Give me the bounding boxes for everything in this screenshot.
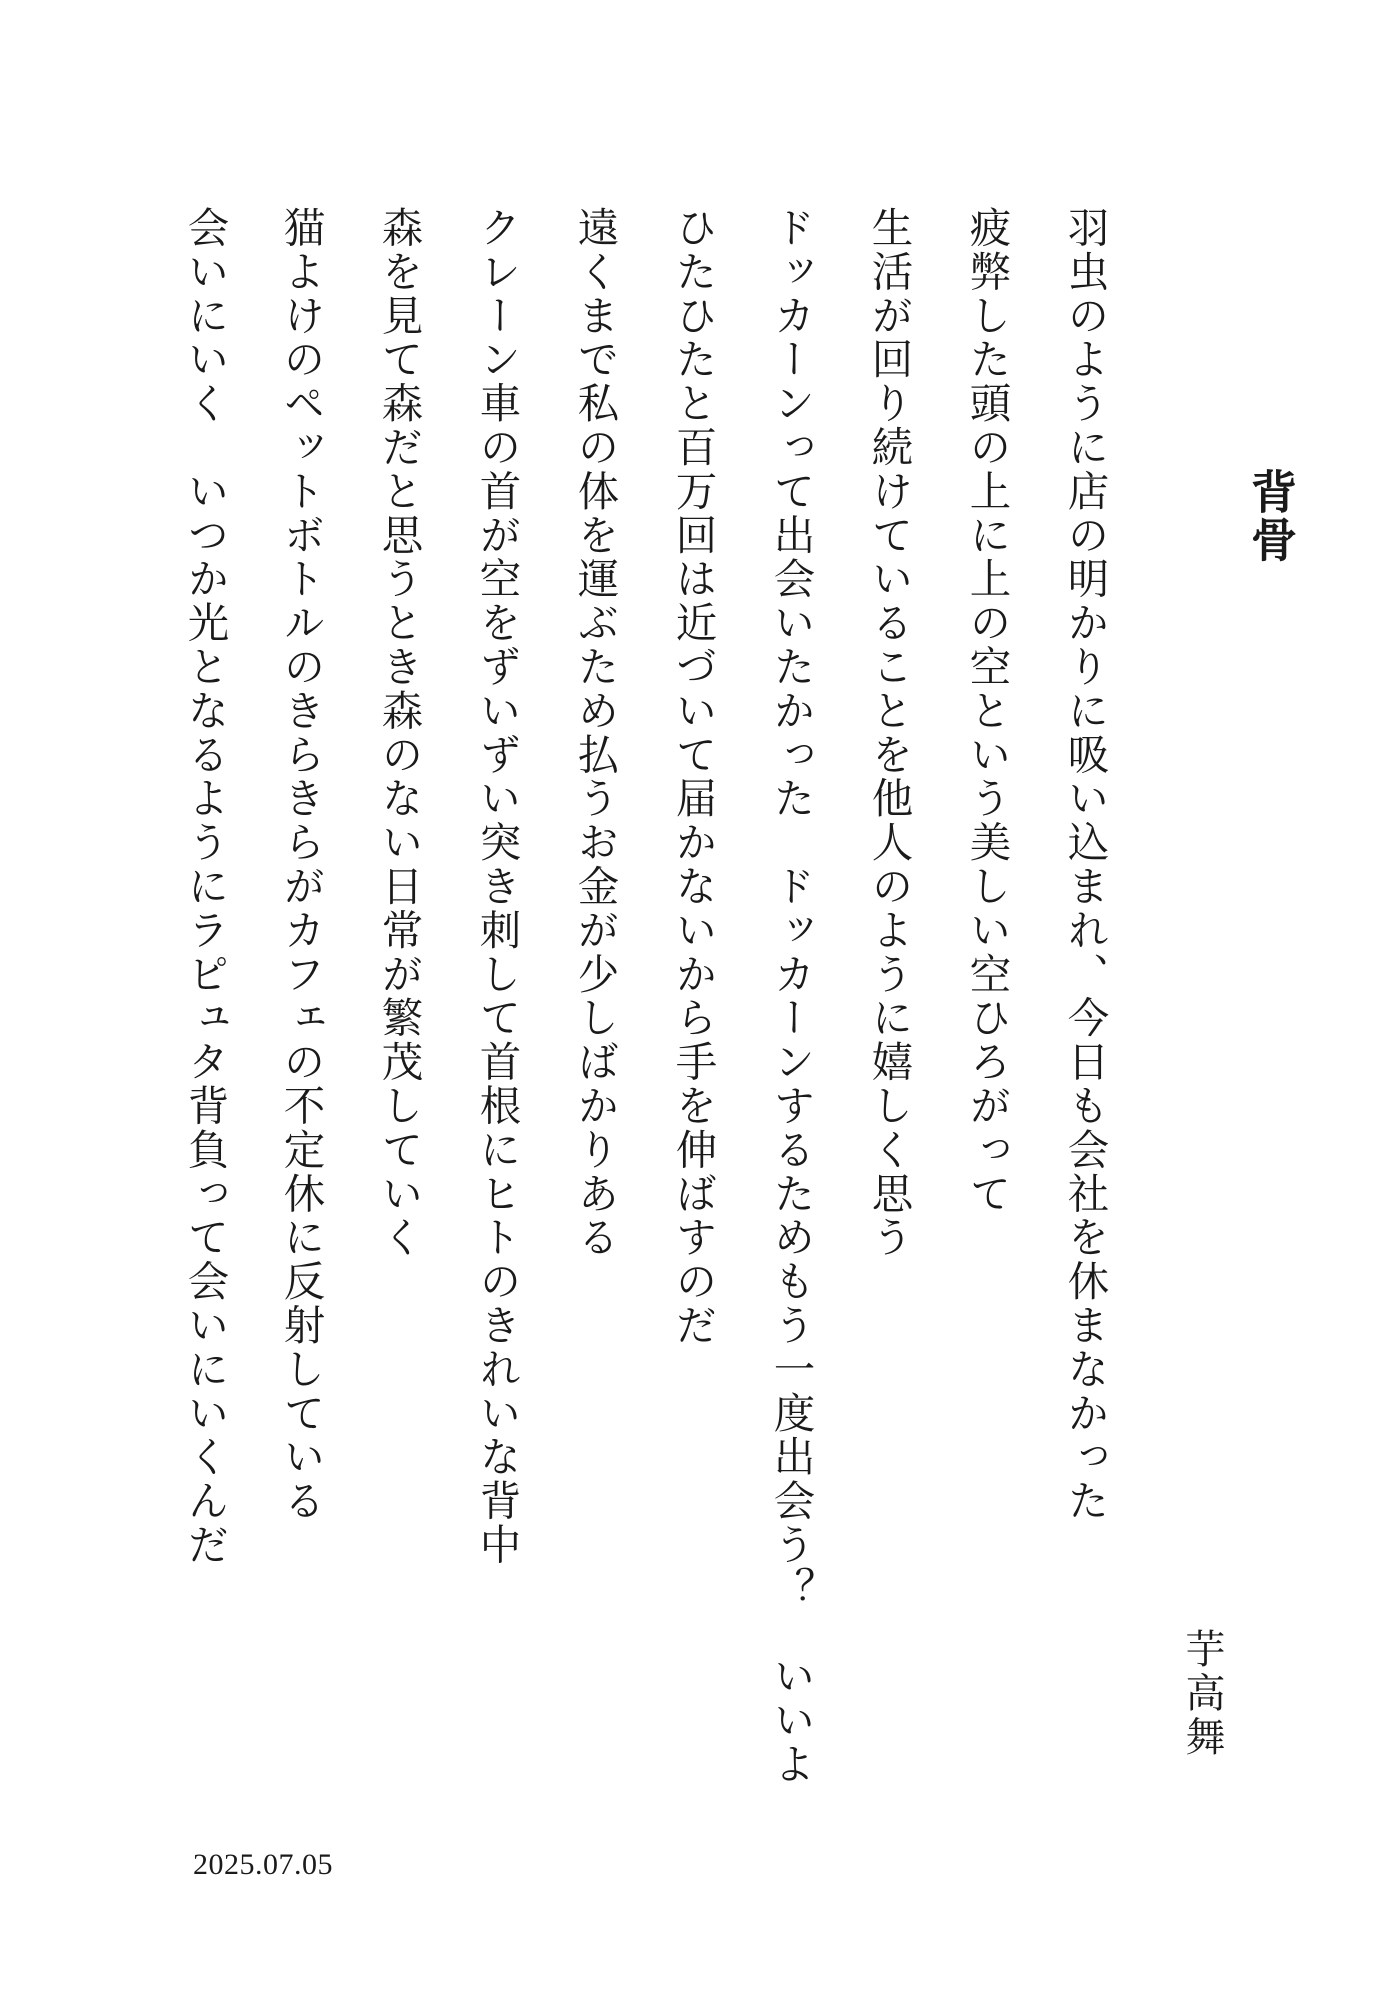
poem-line-9: 猫よけのペットボトルのきらきらがカフェの不定休に反射している bbox=[276, 206, 326, 1523]
poem-title: 背骨 bbox=[1244, 468, 1298, 564]
poem-line-4: ドッカーンって出会いたかった ドッカーンするためもう一度出会う？ いいよ bbox=[766, 206, 816, 1787]
date-stamp: 2025.07.05 bbox=[193, 1848, 333, 1881]
poem-line-10: 会いにいく いつか光となるようにラピュタ背負って会いにいくんだ bbox=[180, 206, 230, 1567]
poem-line-1: 羽虫のように店の明かりに吸い込まれ、今日も会社を休まなかった bbox=[1060, 206, 1110, 1523]
poem-line-7: クレーン車の首が空をずいずい突き刺して首根にヒトのきれいな背中 bbox=[472, 206, 522, 1567]
poem-line-5: ひたひたと百万回は近づいて届かないから手を伸ばすのだ bbox=[668, 206, 718, 1348]
author-name: 芋高舞 bbox=[1179, 1628, 1225, 1760]
poem-line-6: 遠くまで私の体を運ぶため払うお金が少しばかりある bbox=[570, 206, 620, 1260]
poem-line-8: 森を見て森だと思うとき森のない日常が繁茂していく bbox=[374, 206, 424, 1260]
poem-line-3: 生活が回り続けていることを他人のように嬉しく思う bbox=[864, 206, 914, 1260]
poem-line-2: 疲弊した頭の上に上の空という美しい空ひろがって bbox=[962, 206, 1012, 1216]
